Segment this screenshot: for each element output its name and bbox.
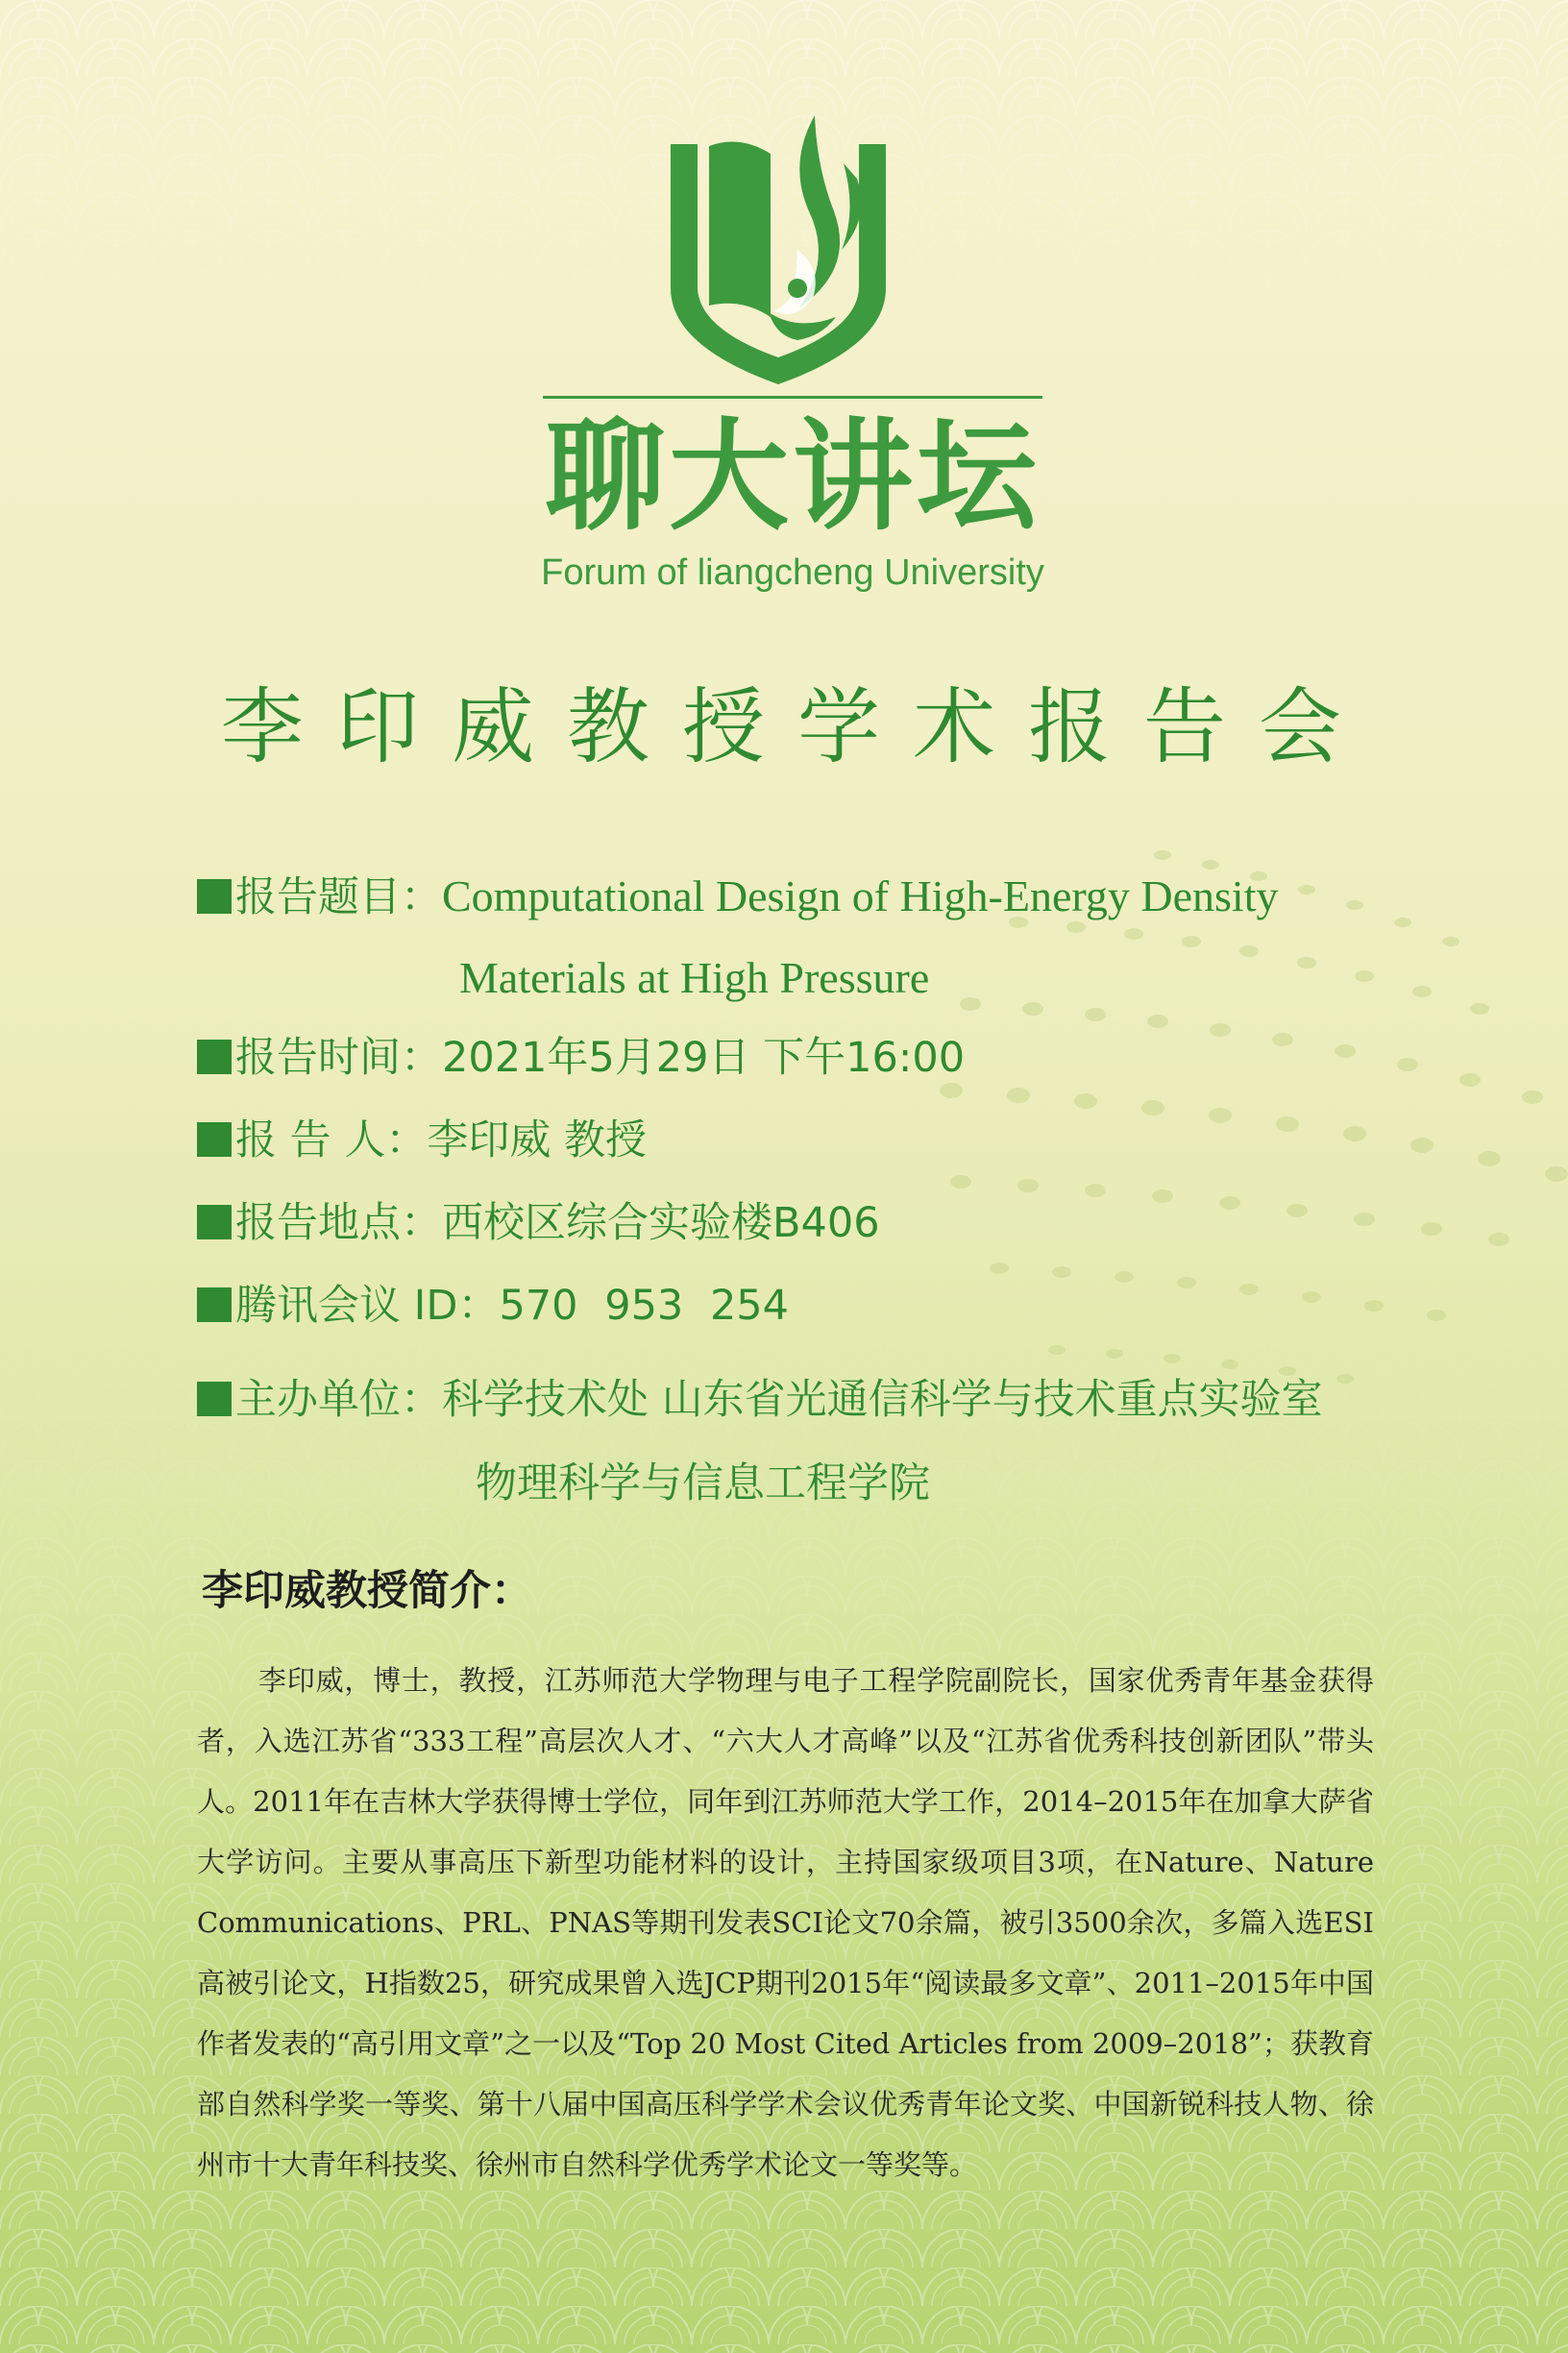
bullet-square-icon: [197, 1040, 232, 1074]
bullet-square-icon: [197, 1287, 232, 1322]
logo-title: 聊大讲坛: [545, 407, 1041, 547]
topic-value-continued: Materials at High Pressure: [459, 953, 930, 1002]
logo-divider: [543, 396, 1042, 399]
logo-subtitle: Forum of liangcheng University: [541, 552, 1044, 593]
location-row: [197, 1199, 880, 1247]
meeting-row: [197, 1282, 790, 1330]
topic-value: Computational Design of High-Energy Density: [442, 871, 1279, 920]
bio-text: 李印威，博士，教授，江苏师范大学物理与电子工程学院副院长，国家优秀青年基金获得者，入选江苏省“333工程”高层次人才、“六大人才高峰”以及“江苏省优秀科技创新团队”带头人。2011年在吉林大学获得博士学位，同年到江苏师范大学工作，2014–2015年在加拿大萨省大学访问。主要从事高压下新型功能材料的设计，主持国家级项目3项，在Nature、Nature Communications、PRL、PNAS等期刊发表SCI论文70余篇，被引3500余次，多篇入选ESI高被引论文，H指数25，研究成果曾入选JCP期刊2015年“阅读最多文章”、2011–2015年中国作者发表的“高引用文章”之一以及“Top 20 Most Cited Articles from 2009–2018”；获教育部自然科学奖一等奖、第十八届中国高压科学学术会议优秀青年论文奖、中国新锐科技人物、徐州市十大青年科技奖、徐州市自然科学优秀学术论文一等奖等。: [197, 1664, 1374, 2181]
time-value: 2021年5月29日 下午16:00: [442, 1034, 966, 1082]
time-row: [197, 1034, 966, 1082]
page-title: 李印威教授学术报告会: [221, 679, 1374, 775]
speaker-label: 报 告 人：: [235, 1116, 428, 1164]
organizer-label: 主办单位：: [235, 1376, 442, 1424]
topic-label: 报告题目：: [235, 873, 442, 921]
speaker-value: 李印威 教授: [427, 1116, 648, 1164]
time-label: 报告时间：: [235, 1034, 442, 1082]
meeting-id: 570 953 254: [499, 1282, 790, 1330]
forum-emblem-icon: [653, 106, 903, 394]
bullet-square-icon: [197, 1205, 232, 1239]
bullet-square-icon: [197, 1122, 232, 1157]
bullet-square-icon: [197, 879, 232, 914]
location-label: 报告地点：: [235, 1199, 442, 1247]
bio-heading: 李印威教授简介：: [202, 1567, 532, 1615]
speaker-row: [197, 1116, 648, 1164]
bullet-square-icon: [197, 1382, 232, 1416]
organizer-value-continued: 物理科学与信息工程学院: [476, 1459, 930, 1507]
location-value: 西校区综合实验楼B406: [442, 1199, 880, 1247]
meeting-label: 腾讯会议 ID：: [235, 1282, 500, 1330]
organizer-row: [197, 1376, 1323, 1424]
topic-row: [197, 871, 1279, 921]
organizer-value: 科学技术处 山东省光通信科学与技术重点实验室: [442, 1376, 1323, 1424]
